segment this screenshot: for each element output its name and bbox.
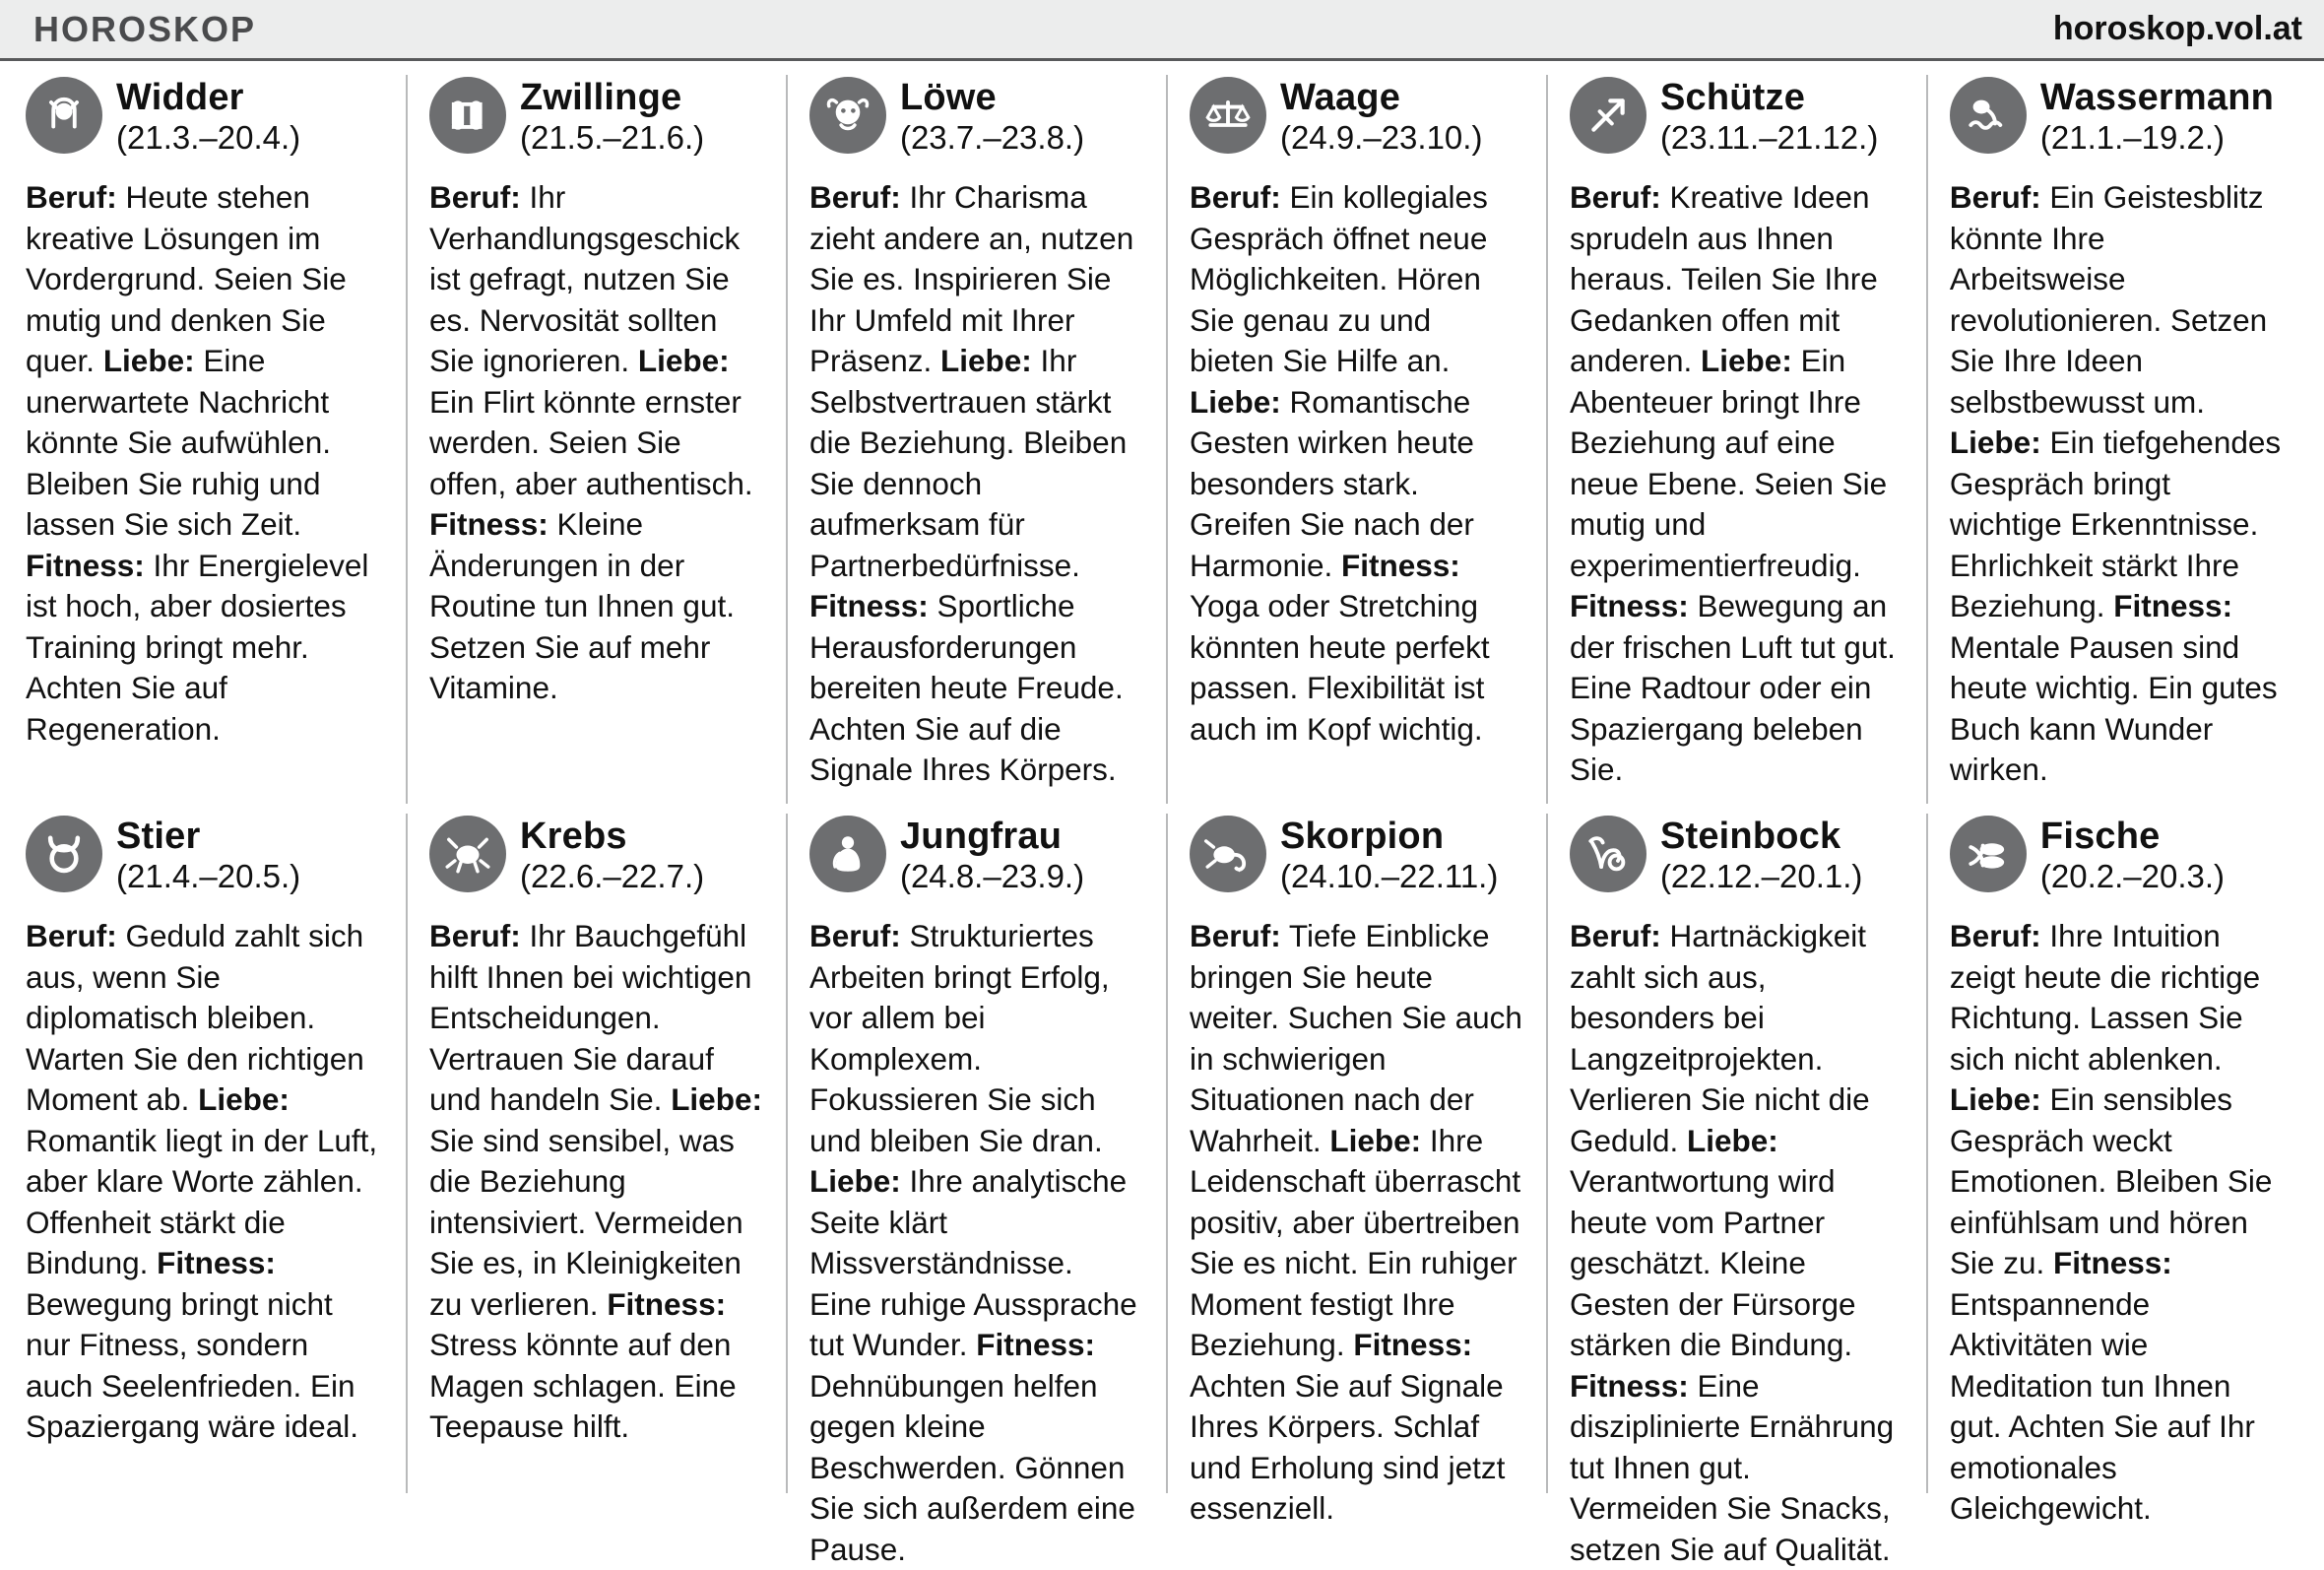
sign-text [809,916,1142,1570]
sign-text [1570,177,1903,791]
fitness-text: Sportliche Herausforderungen bereiten heute Freude. Achten Sie auf die Signale Ihres Körpers. [808,588,1124,787]
zodiac-badge [26,816,102,892]
horoscope-card-zwillinge [406,75,786,804]
fitness-text: Stress könnte auf den Magen schlagen. Eine Teepause hilft. [428,1327,737,1444]
liebe-label: Liebe: [1949,425,2041,460]
beruf-label: Beruf: [428,179,521,215]
sign-date-range: (21.3.–20.4.) [116,119,301,156]
sign-text [26,916,382,1448]
liebe-label: Liebe: [940,343,1032,378]
liebe-label: Liebe: [1701,343,1792,378]
beruf-text: Geduld zahlt sich aus, wenn Sie diplomatisch bleiben. Warten Sie den richtigen Moment ab. [26,918,364,1117]
sign-header [429,814,762,908]
beruf-text: Ihr Bauchgefühl hilft Ihnen bei wichtigen Entscheidungen. Vertrauen Sie darauf und handeln Sie. [428,918,752,1117]
liebe-label: Liebe: [102,343,195,378]
fitness-label: Fitness: [808,588,929,623]
sign-text [809,177,1142,791]
horoscope-card-skorpion [1166,814,1546,1526]
fitness-label: Fitness: [1569,1367,1689,1404]
sign-name: Krebs [519,816,627,857]
beruf-text: Ihr Charisma zieht andere an, nutzen Sie es. Inspirieren Sie Ihr Umfeld mit Ihrer Präsenz. [808,179,1134,378]
sign-names [116,75,300,158]
fitness-label: Fitness: [428,506,549,542]
horoscope-card-loewe [786,75,1166,804]
horoscope-card-steinbock [1546,814,1926,1567]
sign-name: Schütze [1659,77,1806,118]
beruf-text: Heute stehen kreative Lösungen im Vordergrund. Seien Sie mutig und denken Sie quer. [26,179,347,378]
beruf-label: Beruf: [1189,179,1281,215]
sign-name: Wassermann [2039,77,2275,118]
zodiac-badge [429,77,506,154]
sign-name: Fische [2039,816,2161,857]
sign-header [429,75,762,169]
gemini-icon [438,86,497,145]
sign-text [1570,916,1903,1570]
sign-name: Waage [1279,77,1401,118]
sign-date-range: (23.11.–21.12.) [1659,119,1879,156]
beruf-text: Ein kollegiales Gespräch öffnet neue Möglichkeiten. Hören Sie genau zu und bieten Sie Hilfe an. [1189,179,1488,378]
fitness-text: Kleine Änderungen in der Routine tun Ihnen gut. Setzen Sie auf mehr Vitamine. [428,506,735,705]
liebe-text: Ein tiefgehendes Gespräch bringt wichtige Erkenntnisse. Ehrlichkeit stärkt Ihre Beziehung. [1949,425,2282,623]
beruf-text: Kreative Ideen sprudeln aus Ihnen heraus. Teilen Sie Ihre Gedanken offen mit anderen. [1569,179,1878,378]
cancer-icon [438,824,497,883]
zodiac-badge [1570,77,1646,154]
sign-date-range: (24.8.–23.9.) [899,858,1085,894]
liebe-text: Ein sensibles Gespräch weckt Emotionen. Bleiben Sie einfühlsam und hören Sie zu. [1949,1081,2273,1280]
liebe-text: Ihre Leidenschaft überrascht positiv, aber übertreiben Sie es nicht. Ein ruhiger Moment festigt Ihre Beziehung. [1189,1122,1521,1362]
horoscope-grid [0,61,2324,1567]
sign-text [1950,916,2283,1530]
sign-names [520,75,704,158]
zodiac-badge [26,77,102,154]
sign-header [809,814,1142,908]
leo-icon [818,86,877,145]
beruf-label: Beruf: [428,918,521,953]
beruf-label: Beruf: [26,918,117,953]
sign-names [900,814,1084,896]
horoscope-card-widder [26,75,406,804]
capricorn-icon [1579,824,1638,883]
sign-date-range: (24.10.–22.11.) [1279,858,1499,894]
sign-header [26,814,382,908]
fitness-label: Fitness: [2113,588,2233,623]
sign-header [1950,814,2283,908]
sign-names [2040,814,2225,896]
sign-name: Jungfrau [899,816,1063,857]
fitness-text: Mentale Pausen sind heute wichtig. Ein gutes Buch kann Wunder wirken. [1949,628,2278,787]
beruf-label: Beruf: [1569,179,1661,215]
sign-names [1660,814,1862,896]
beruf-label: Beruf: [808,179,901,215]
sign-date-range: (21.1.–19.2.) [2039,119,2226,156]
sign-date-range: (22.6.–22.7.) [519,858,705,894]
fitness-label: Fitness: [1341,547,1460,583]
beruf-label: Beruf: [1949,179,2041,215]
sign-name: Löwe [899,77,997,118]
zodiac-badge [1570,816,1646,892]
horoscope-card-wassermann [1926,75,2306,804]
fitness-label: Fitness: [157,1245,276,1280]
sign-header [1190,814,1522,908]
zodiac-badge [1950,77,2027,154]
horoscope-card-fische [1926,814,2306,1526]
sign-header [26,75,382,169]
beruf-label: Beruf: [1949,918,2041,953]
beruf-text: Ein Geistesblitz könnte Ihre Arbeitsweise revolutionieren. Setzen Sie Ihre Ideen selbstbewusst um. [1949,179,2268,420]
pisces-icon [1959,824,2018,883]
sign-header [1950,75,2283,169]
source-url: horoskop.vol.at [2052,10,2302,47]
fitness-text: Bewegung an der frischen Luft tut gut. Eine Radtour oder ein Spaziergang beleben Sie. [1569,588,1896,787]
sign-name: Skorpion [1279,816,1445,857]
scorpio-icon [1198,824,1258,883]
liebe-text: Ein Flirt könnte ernster werden. Seien Sie offen, aber authentisch. [428,383,753,501]
liebe-text: Sie sind sensibel, was die Beziehung intensiviert. Vermeiden Sie es, in Kleinigkeiten zu verlieren. [428,1122,743,1322]
beruf-text: Ihr Verhandlungsgeschick ist gefragt, nutzen Sie es. Nervosität sollten Sie ignorieren. [428,179,741,378]
sign-text [1190,177,1522,750]
zodiac-badge [1950,816,2027,892]
horoscope-card-krebs [406,814,786,1493]
liebe-label: Liebe: [198,1081,290,1117]
sign-date-range: (21.5.–21.6.) [519,119,705,156]
sagittarius-icon [1579,86,1638,145]
zodiac-badge [809,816,886,892]
fitness-text: Achten Sie auf Signale Ihres Körpers. Schlaf und Erholung sind jetzt essenziell. [1189,1367,1506,1526]
fitness-text: Yoga oder Stretching könnten heute perfekt passen. Flexibilität ist auch im Kopf wichtig. [1189,588,1490,747]
libra-icon [1198,86,1258,145]
sign-date-range: (20.2.–20.3.) [2039,858,2226,894]
fitness-text: Eine disziplinierte Ernährung tut Ihnen gut. Vermeiden Sie Snacks, setzen Sie auf Qualität. [1569,1367,1895,1567]
horoscope-row-bottom [26,804,2306,1567]
sign-text [1190,916,1522,1530]
fitness-label: Fitness: [26,547,145,583]
zodiac-badge [1190,816,1266,892]
sign-name: Steinbock [1659,816,1841,857]
fitness-label: Fitness: [607,1285,727,1322]
page-header [0,0,2324,61]
liebe-text: Ihre analytische Seite klärt Missverständnisse. Eine ruhige Aussprache tut Wunder. [808,1163,1137,1362]
horoscope-card-schuetze [1546,75,1926,804]
fitness-text: Ihr Energielevel ist hoch, aber dosiertes Training bringt mehr. Achten Sie auf Regeneration. [26,547,369,747]
sign-name: Stier [116,816,201,857]
liebe-text: Romantik liegt in der Luft, aber klare Worte zählen. Offenheit stärkt die Bindung. [26,1122,378,1280]
virgo-icon [818,824,877,883]
sign-names [1280,75,1482,158]
sign-date-range: (22.12.–20.1.) [1659,858,1863,894]
sign-name: Zwillinge [519,77,682,118]
sign-header [1190,75,1522,169]
horoscope-row-top [26,75,2306,804]
fitness-text: Dehnübungen helfen gegen kleine Beschwerden. Gönnen Sie sich außerdem eine Pause. [808,1367,1135,1567]
sign-text [26,177,382,750]
liebe-label: Liebe: [1329,1122,1422,1158]
liebe-label: Liebe: [1687,1122,1778,1158]
sign-names [1280,814,1498,896]
liebe-label: Liebe: [671,1081,762,1117]
sign-names [116,814,300,896]
sign-date-range: (24.9.–23.10.) [1279,119,1483,156]
sign-date-range: (21.4.–20.5.) [116,858,301,894]
horoscope-card-waage [1166,75,1546,804]
sign-date-range: (23.7.–23.8.) [899,119,1085,156]
sign-names [520,814,704,896]
fitness-label: Fitness: [2052,1245,2172,1280]
liebe-text: Verantwortung wird heute vom Partner geschätzt. Kleine Gesten der Fürsorge stärken die Bindung. [1569,1163,1856,1362]
sign-names [900,75,1084,158]
sign-text [1950,177,2283,791]
beruf-text: Hartnäckigkeit zahlt sich aus, besonders bei Langzeitprojekten. Verlieren Sie nicht die Geduld. [1569,918,1870,1158]
beruf-label: Beruf: [26,179,117,215]
liebe-label: Liebe: [808,1163,901,1199]
horoscope-card-stier [26,814,406,1493]
zodiac-badge [429,816,506,892]
sign-names [1660,75,1878,158]
liebe-label: Liebe: [1189,383,1281,420]
beruf-label: Beruf: [808,918,901,953]
sign-name: Widder [116,77,244,118]
fitness-label: Fitness: [976,1327,1096,1362]
sign-text [429,916,762,1448]
beruf-text: Ihre Intuition zeigt heute die richtige Richtung. Lassen Sie sich nicht ablenken. [1949,918,2261,1077]
liebe-text: Romantische Gesten wirken heute besonders stark. Greifen Sie nach der Harmonie. [1189,383,1474,583]
liebe-text: Ihr Selbstvertrauen stärkt die Beziehung. Bleiben Sie dennoch aufmerksam für Partnerbedürfnisse. [808,343,1128,583]
sign-header [809,75,1142,169]
beruf-text: Strukturiertes Arbeiten bringt Erfolg, vor allem bei Komplexem. Fokussieren Sie sich und bleiben Sie dran. [808,918,1110,1158]
zodiac-badge [809,77,886,154]
beruf-text: Tiefe Einblicke bringen Sie heute weiter. Suchen Sie auch in schwierigen Situationen nach der Wahrheit. [1189,918,1522,1158]
beruf-label: Beruf: [1569,918,1661,953]
aries-icon [34,86,94,145]
horoscope-card-jungfrau [786,814,1166,1567]
sign-text [429,177,762,709]
liebe-text: Ein Abenteuer bringt Ihre Beziehung auf eine neue Ebene. Seien Sie mutig und experimentierfreudig. [1569,343,1888,583]
beruf-label: Beruf: [1189,918,1281,953]
page-title: HOROSKOP [33,8,257,49]
sign-names [2040,75,2274,158]
fitness-text: Bewegung bringt nicht nur Fitness, sondern auch Seelenfrieden. Ein Spaziergang wäre ideal. [26,1285,358,1444]
sign-header [1570,814,1903,908]
fitness-label: Fitness: [1569,588,1689,623]
aquarius-icon [1959,86,2018,145]
liebe-label: Liebe: [1949,1081,2041,1117]
fitness-label: Fitness: [1353,1327,1473,1362]
sign-header [1570,75,1903,169]
liebe-label: Liebe: [637,343,730,378]
liebe-text: Eine unerwartete Nachricht könnte Sie aufwühlen. Bleiben Sie ruhig und lassen Sie sich Zeit. [26,343,331,542]
fitness-text: Entspannende Aktivitäten wie Meditation tun Ihnen gut. Achten Sie auf Ihr emotionales Gleichgewicht. [1949,1285,2255,1526]
zodiac-badge [1190,77,1266,154]
taurus-icon [34,824,94,883]
